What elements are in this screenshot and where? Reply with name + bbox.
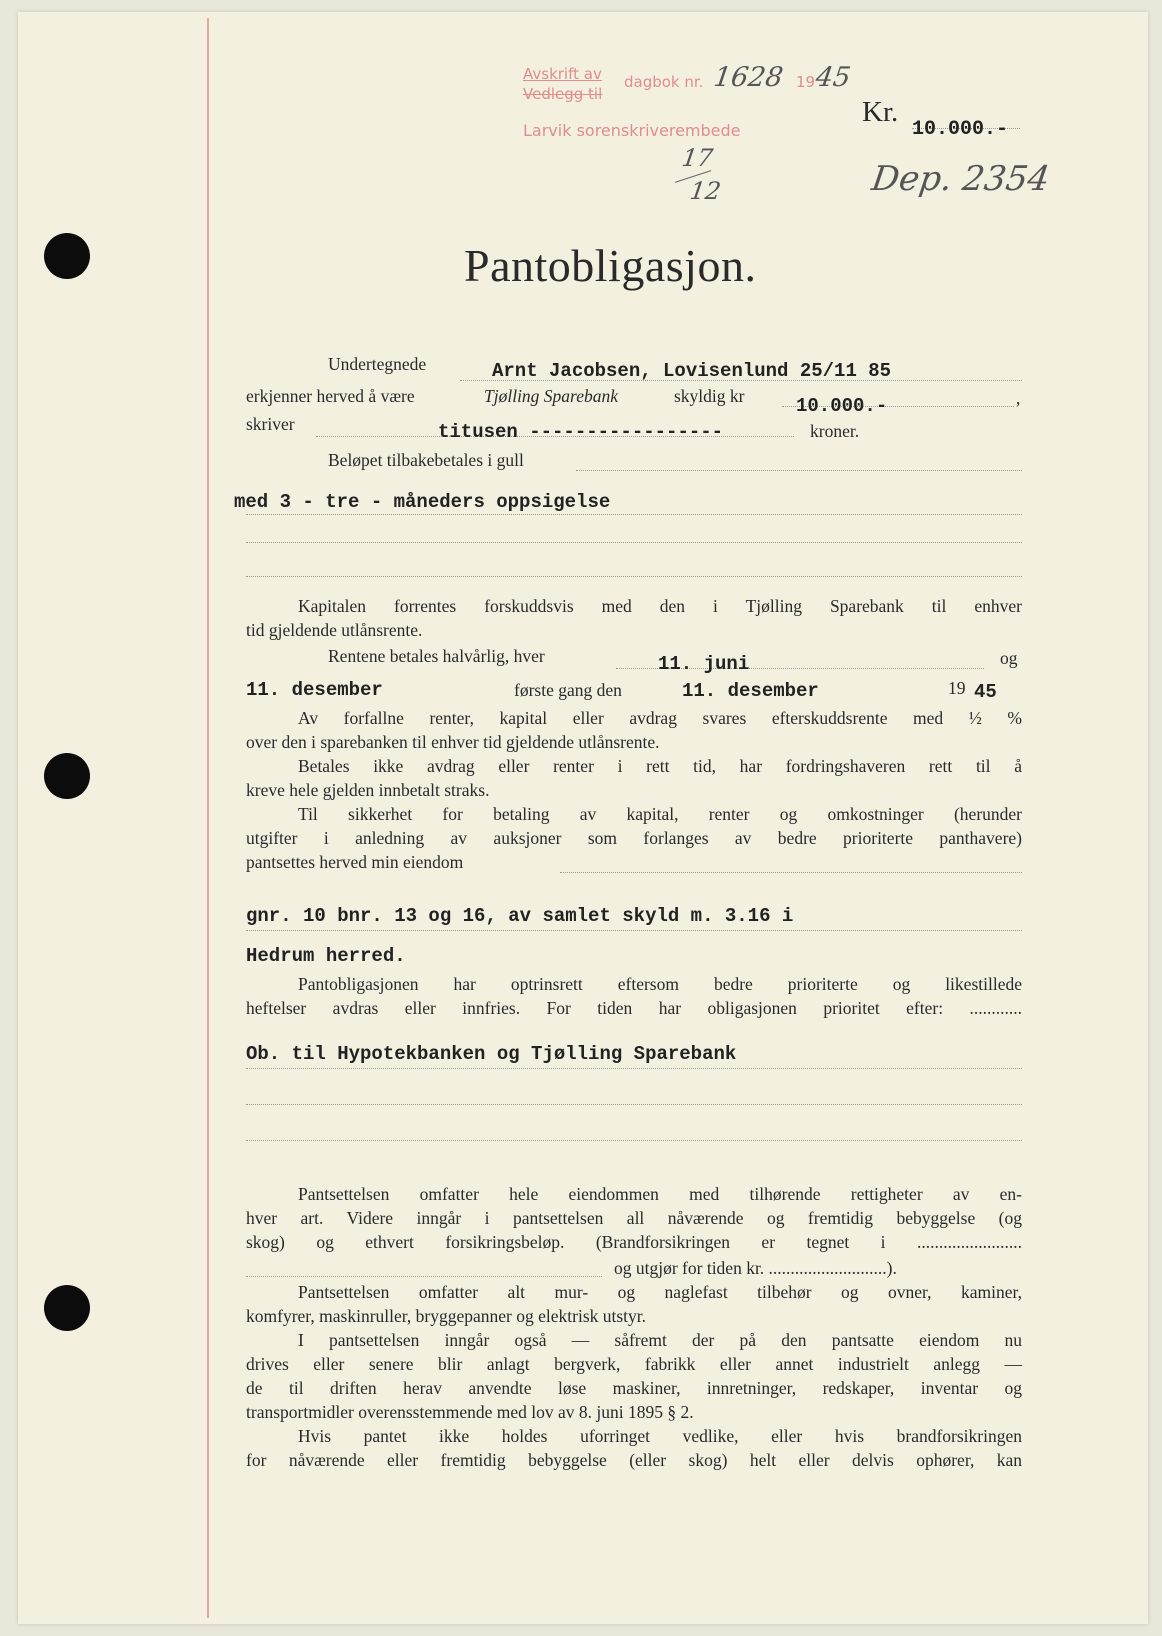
text-line: transportmidler overensstemmende med lov av 8. juni 1895 § 2. xyxy=(246,1402,694,1422)
label-kroner: kroner. xyxy=(810,421,860,441)
blank-line xyxy=(246,1140,1022,1141)
text-line: og utgjør for tiden kr. ...........................). xyxy=(614,1258,897,1278)
label-undertegnede: Undertegnede xyxy=(328,354,427,374)
interest-date-2: 11. desember xyxy=(246,679,383,701)
property-municipality: Hedrum herred. xyxy=(246,945,406,967)
kr-label: Kr. xyxy=(862,96,899,128)
loan-amount: 10.000.- xyxy=(796,395,888,417)
margin-line xyxy=(207,18,209,1618)
punch-hole xyxy=(44,233,90,279)
stamp-office: Larvik sorenskriverembede xyxy=(523,121,741,140)
stamp-year-prefix: 19 xyxy=(796,73,816,91)
property-description: gnr. 10 bnr. 13 og 16, av samlet skyld m. 3.16 i xyxy=(246,905,794,927)
label-forste: første gang den xyxy=(514,680,622,700)
stamp-dagbok: dagbok nr. xyxy=(624,73,704,91)
text-line: Hvis pantet ikke holdes uforringet vedlike, eller hvis brandforsikringen xyxy=(298,1426,1022,1446)
text-line: kreve hele gjelden innbetalt straks. xyxy=(246,780,490,800)
punch-hole xyxy=(44,1285,90,1331)
date-denominator: 12 xyxy=(688,177,723,205)
text-line: hver art. Videre inngår i pantsettelsen all nåværende og fremtidig bebyggelse (og xyxy=(246,1208,1022,1228)
label-gull: Beløpet tilbakebetales i gull xyxy=(328,450,524,470)
text-line: Til sikkerhet for betaling av kapital, renter og omkostninger (herunder xyxy=(298,804,1022,824)
notice-terms: med 3 - tre - måneders oppsigelse xyxy=(234,491,611,513)
priority-line xyxy=(246,1068,1022,1069)
blank-line xyxy=(246,1104,1022,1105)
text-line: Pantobligasjonen har optrinsrett eftersom bedre prioriterte og likestillede xyxy=(298,974,1022,994)
label-og: og xyxy=(1000,648,1018,668)
punch-hole xyxy=(44,753,90,799)
stamp-vedlegg: Vedlegg til xyxy=(523,85,603,103)
text-line: skog) og ethvert forsikringsbeløp. (Brandforsikringen er tegnet i ........................ xyxy=(246,1232,1022,1252)
text-line: Av forfallne renter, kapital eller avdrag svares efterskuddsrente med ½ % xyxy=(298,708,1022,728)
dagbok-number: 1628 xyxy=(711,62,785,93)
text-line: tid gjeldende utlånsrente. xyxy=(246,620,423,640)
amount-words: titusen ----------------- xyxy=(438,421,724,443)
page-title: Pantobligasjon. xyxy=(464,240,757,291)
eiendom-line xyxy=(560,872,1022,873)
text-line: over den i sparebanken til enhver tid gjeldende utlånsrente. xyxy=(246,732,660,752)
interest-date-1: 11. juni xyxy=(658,653,750,675)
blank-line xyxy=(246,576,1022,577)
stamp-avskrift: Avskrift av xyxy=(523,65,602,83)
label-erkjenner: erkjenner herved å være xyxy=(246,386,415,406)
year-prefix: 19 xyxy=(948,678,966,698)
text-line: Pantsettelsen omfatter alt mur- og naglefast tilbehør og ovner, kaminer, xyxy=(298,1282,1022,1302)
text-line: drives eller senere blir anlagt bergverk, fabrikk eller annet industrielt anlegg — xyxy=(246,1354,1022,1374)
date-numerator: 17 xyxy=(680,144,715,172)
text-line: for nåværende eller fremtidig bebyggelse (eller skog) helt eller delvis ophører, kan xyxy=(246,1450,1022,1470)
year-suffix: 45 xyxy=(974,681,997,703)
priority-text: Ob. til Hypotekbanken og Tjølling Sparebank xyxy=(246,1043,737,1065)
debtor-name: Arnt Jacobsen, Lovisenlund 25/11 85 xyxy=(492,360,892,382)
text-line: Betales ikke avdrag eller renter i rett tid, har fordringshaveren rett til å xyxy=(298,756,1022,776)
dep-number: Dep. 2354 xyxy=(869,159,1053,199)
text-line: de til driften herav anvendte løse maskiner, innretninger, redskaper, inventar og xyxy=(246,1378,1022,1398)
stamp-year-suffix: 45 xyxy=(813,62,853,93)
label-rente: Rentene betales halvårlig, hver xyxy=(328,646,545,666)
text-line: komfyrer, maskinruller, bryggepanner og elektrisk utstyr. xyxy=(246,1306,647,1326)
text-line: heftelser avdras eller innfries. For tiden har obligasjonen prioritet efter: ............ xyxy=(246,998,1022,1018)
kr-amount: 10.000.- xyxy=(912,118,1009,141)
creditor-bank: Tjølling Sparebank xyxy=(484,386,619,406)
label-skriver: skriver xyxy=(246,414,295,434)
text-line: utgifter i anledning av auksjoner som forlanges av bedre prioriterte panthavere) xyxy=(246,828,1022,848)
first-date: 11. desember xyxy=(682,680,819,702)
text-line: Pantsettelsen omfatter hele eiendommen med tilhørende rettigheter av en- xyxy=(298,1184,1022,1204)
blank-line xyxy=(246,542,1022,543)
gull-line xyxy=(576,470,1022,471)
property-line xyxy=(246,930,1022,931)
text-line: Kapitalen forrentes forskuddsvis med den i Tjølling Sparebank til enhver xyxy=(298,596,1022,616)
comma: , xyxy=(1016,388,1021,408)
text-line: pantsettes herved min eiendom xyxy=(246,852,464,872)
label-skyldig: skyldig kr xyxy=(674,386,745,406)
blank-line xyxy=(246,1276,602,1277)
notice-line xyxy=(246,514,1022,515)
text-line: I pantsettelsen inngår også — såfremt der på den pantsatte eiendom nu xyxy=(298,1330,1022,1350)
